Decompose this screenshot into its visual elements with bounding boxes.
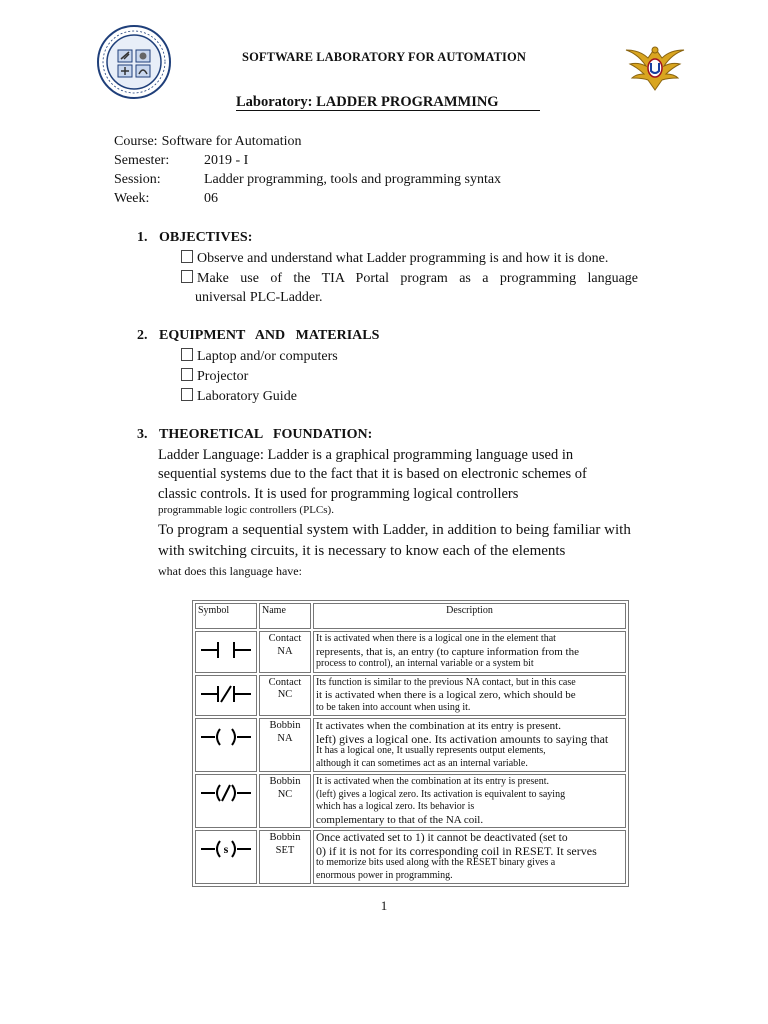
coil-nc-icon bbox=[199, 782, 253, 804]
name-line: NC bbox=[277, 689, 293, 700]
paragraph-line-small: what does this language have: bbox=[158, 564, 302, 578]
desc-line: Once activated set to 1) it cannot be deactivated (set to bbox=[316, 832, 568, 844]
section-theory-heading bbox=[137, 427, 372, 443]
paragraph-line: Ladder Language: Ladder is a graphical programming language used in bbox=[158, 447, 574, 463]
desc-line: complementary to that of the NA coil. bbox=[316, 813, 484, 826]
bullet-text: Make use of the TIA Portal program as a programming language bbox=[197, 271, 638, 286]
description-cell bbox=[313, 675, 626, 717]
name-line: Bobbin bbox=[269, 776, 301, 787]
desc-line: Its function is similar to the previous NA contact, but in this case bbox=[316, 676, 576, 688]
section-title: OBJECTIVES: bbox=[159, 230, 253, 245]
name-line: SET bbox=[275, 844, 295, 856]
desc-line: to be taken into account when using it. bbox=[316, 701, 471, 713]
info-value: 2019 - I bbox=[204, 153, 249, 168]
section-title: THEORETICAL FOUNDATION: bbox=[159, 427, 373, 442]
list-item bbox=[181, 270, 638, 287]
name-line: NA bbox=[277, 732, 293, 744]
desc-line: which has a logical zero. Its behavior is bbox=[316, 801, 475, 812]
name-line: Contact bbox=[268, 633, 302, 644]
name-line: NA bbox=[277, 645, 293, 657]
table-row bbox=[195, 718, 626, 772]
checkbox-square-icon bbox=[181, 250, 193, 263]
list-item bbox=[181, 368, 248, 385]
section-objectives-heading bbox=[137, 230, 252, 246]
lab-title-underline bbox=[236, 110, 540, 111]
name-line: NC bbox=[277, 788, 293, 800]
info-label: Semester: bbox=[114, 153, 170, 168]
table-header-cell: Name bbox=[259, 603, 311, 629]
description-cell bbox=[313, 830, 626, 884]
desc-line: left) gives a logical one. Its activation amounts to saying that bbox=[316, 731, 609, 746]
contact-na-icon bbox=[199, 639, 253, 661]
section-number: 1. bbox=[137, 230, 148, 245]
checkbox-square-icon bbox=[181, 388, 193, 401]
table-header-cell: Symbol bbox=[195, 603, 257, 629]
info-label: Session: bbox=[114, 172, 161, 187]
symbol-cell bbox=[195, 830, 257, 884]
bullet-text: Projector bbox=[197, 369, 249, 384]
symbol-cell bbox=[195, 675, 257, 717]
table-row bbox=[195, 675, 626, 717]
paragraph-line: classic controls. It is used for programming logical controllers bbox=[158, 486, 519, 502]
name-cell bbox=[259, 774, 311, 828]
svg-text:s: s bbox=[223, 842, 229, 856]
table-header-row bbox=[195, 603, 626, 629]
header-title: SOFTWARE LABORATORY FOR AUTOMATION bbox=[242, 50, 526, 64]
desc-line: It is activated when the combination at its entry is present. bbox=[316, 776, 549, 787]
desc-line: enormous power in programming. bbox=[316, 869, 453, 881]
eagle-emblem-icon bbox=[624, 40, 686, 92]
name-line: Contact bbox=[268, 676, 302, 688]
desc-line: although it can sometimes act as an internal variable. bbox=[316, 757, 528, 769]
info-session bbox=[114, 172, 501, 188]
info-course bbox=[114, 134, 302, 150]
desc-line: (left) gives a logical zero. Its activation is equivalent to saying bbox=[316, 788, 566, 800]
desc-line: process to control), an internal variable or a system bit bbox=[316, 658, 534, 669]
list-item bbox=[181, 348, 338, 365]
description-cell bbox=[313, 718, 626, 772]
paragraph-line-small: programmable logic controllers (PLCs). bbox=[158, 504, 334, 516]
symbol-cell bbox=[195, 774, 257, 828]
list-item bbox=[181, 250, 608, 267]
symbol-cell bbox=[195, 631, 257, 673]
desc-line: to memorize bits used along with the RESET binary gives a bbox=[316, 857, 556, 868]
info-label: Course: bbox=[114, 134, 158, 149]
info-label: Week: bbox=[114, 191, 150, 206]
checkbox-square-icon bbox=[181, 270, 193, 283]
paragraph-line: with switching circuits, it is necessary to know each of the elements bbox=[158, 543, 566, 559]
desc-line: it is activated when there is a logical zero, which should be bbox=[316, 689, 576, 701]
name-line: Bobbin bbox=[269, 720, 301, 731]
description-cell bbox=[313, 774, 626, 828]
section-title: EQUIPMENT AND MATERIALS bbox=[159, 328, 380, 343]
page-number: 1 bbox=[380, 898, 388, 913]
name-cell bbox=[259, 675, 311, 717]
info-semester bbox=[114, 153, 248, 169]
name-cell bbox=[259, 631, 311, 673]
desc-line: 0) if it is not for its corresponding coil in RESET. It serves bbox=[316, 843, 597, 858]
bullet-text: Laboratory Guide bbox=[197, 389, 297, 404]
section-equipment-heading bbox=[137, 328, 379, 344]
info-value: 06 bbox=[204, 191, 218, 206]
lab-title: Laboratory: LADDER PROGRAMMING bbox=[236, 94, 499, 110]
name-line: Bobbin bbox=[269, 832, 301, 843]
table-row bbox=[195, 631, 626, 673]
table-row bbox=[195, 830, 626, 884]
paragraph-line: To program a sequential system with Ladder, in addition to being familiar with bbox=[158, 522, 631, 538]
contact-nc-icon bbox=[199, 683, 253, 705]
info-week bbox=[114, 191, 218, 207]
desc-line: It activates when the combination at its entry is present. bbox=[316, 720, 561, 732]
bullet-text: Laptop and/or computers bbox=[197, 349, 338, 364]
table-row bbox=[195, 774, 626, 828]
description-cell bbox=[313, 631, 626, 673]
info-value: Ladder programming, tools and programming syntax bbox=[204, 172, 502, 187]
list-item bbox=[181, 388, 297, 405]
bullet-text: Observe and understand what Ladder programming is and how it is done. bbox=[197, 251, 609, 266]
name-cell bbox=[259, 830, 311, 884]
ladder-elements-table bbox=[192, 600, 629, 887]
name-cell bbox=[259, 718, 311, 772]
desc-line: It has a logical one, It usually represents output elements, bbox=[316, 745, 546, 756]
info-value: Software for Automation bbox=[161, 134, 302, 149]
desc-line: represents, that is, an entry (to capture information from the bbox=[316, 645, 579, 658]
section-number: 3. bbox=[137, 427, 148, 442]
coil-na-icon bbox=[199, 726, 253, 748]
section-number: 2. bbox=[137, 328, 148, 343]
symbol-cell bbox=[195, 718, 257, 772]
checkbox-square-icon bbox=[181, 368, 193, 381]
paragraph-line: sequential systems due to the fact that it is based on electronic schemes of bbox=[158, 466, 587, 482]
desc-line: It is activated when there is a logical one in the element that bbox=[316, 633, 556, 644]
checkbox-square-icon bbox=[181, 348, 193, 361]
coil-set-icon bbox=[199, 838, 253, 860]
bullet-continuation: universal PLC-Ladder. bbox=[195, 290, 323, 305]
table-header-cell: Description bbox=[313, 603, 626, 629]
